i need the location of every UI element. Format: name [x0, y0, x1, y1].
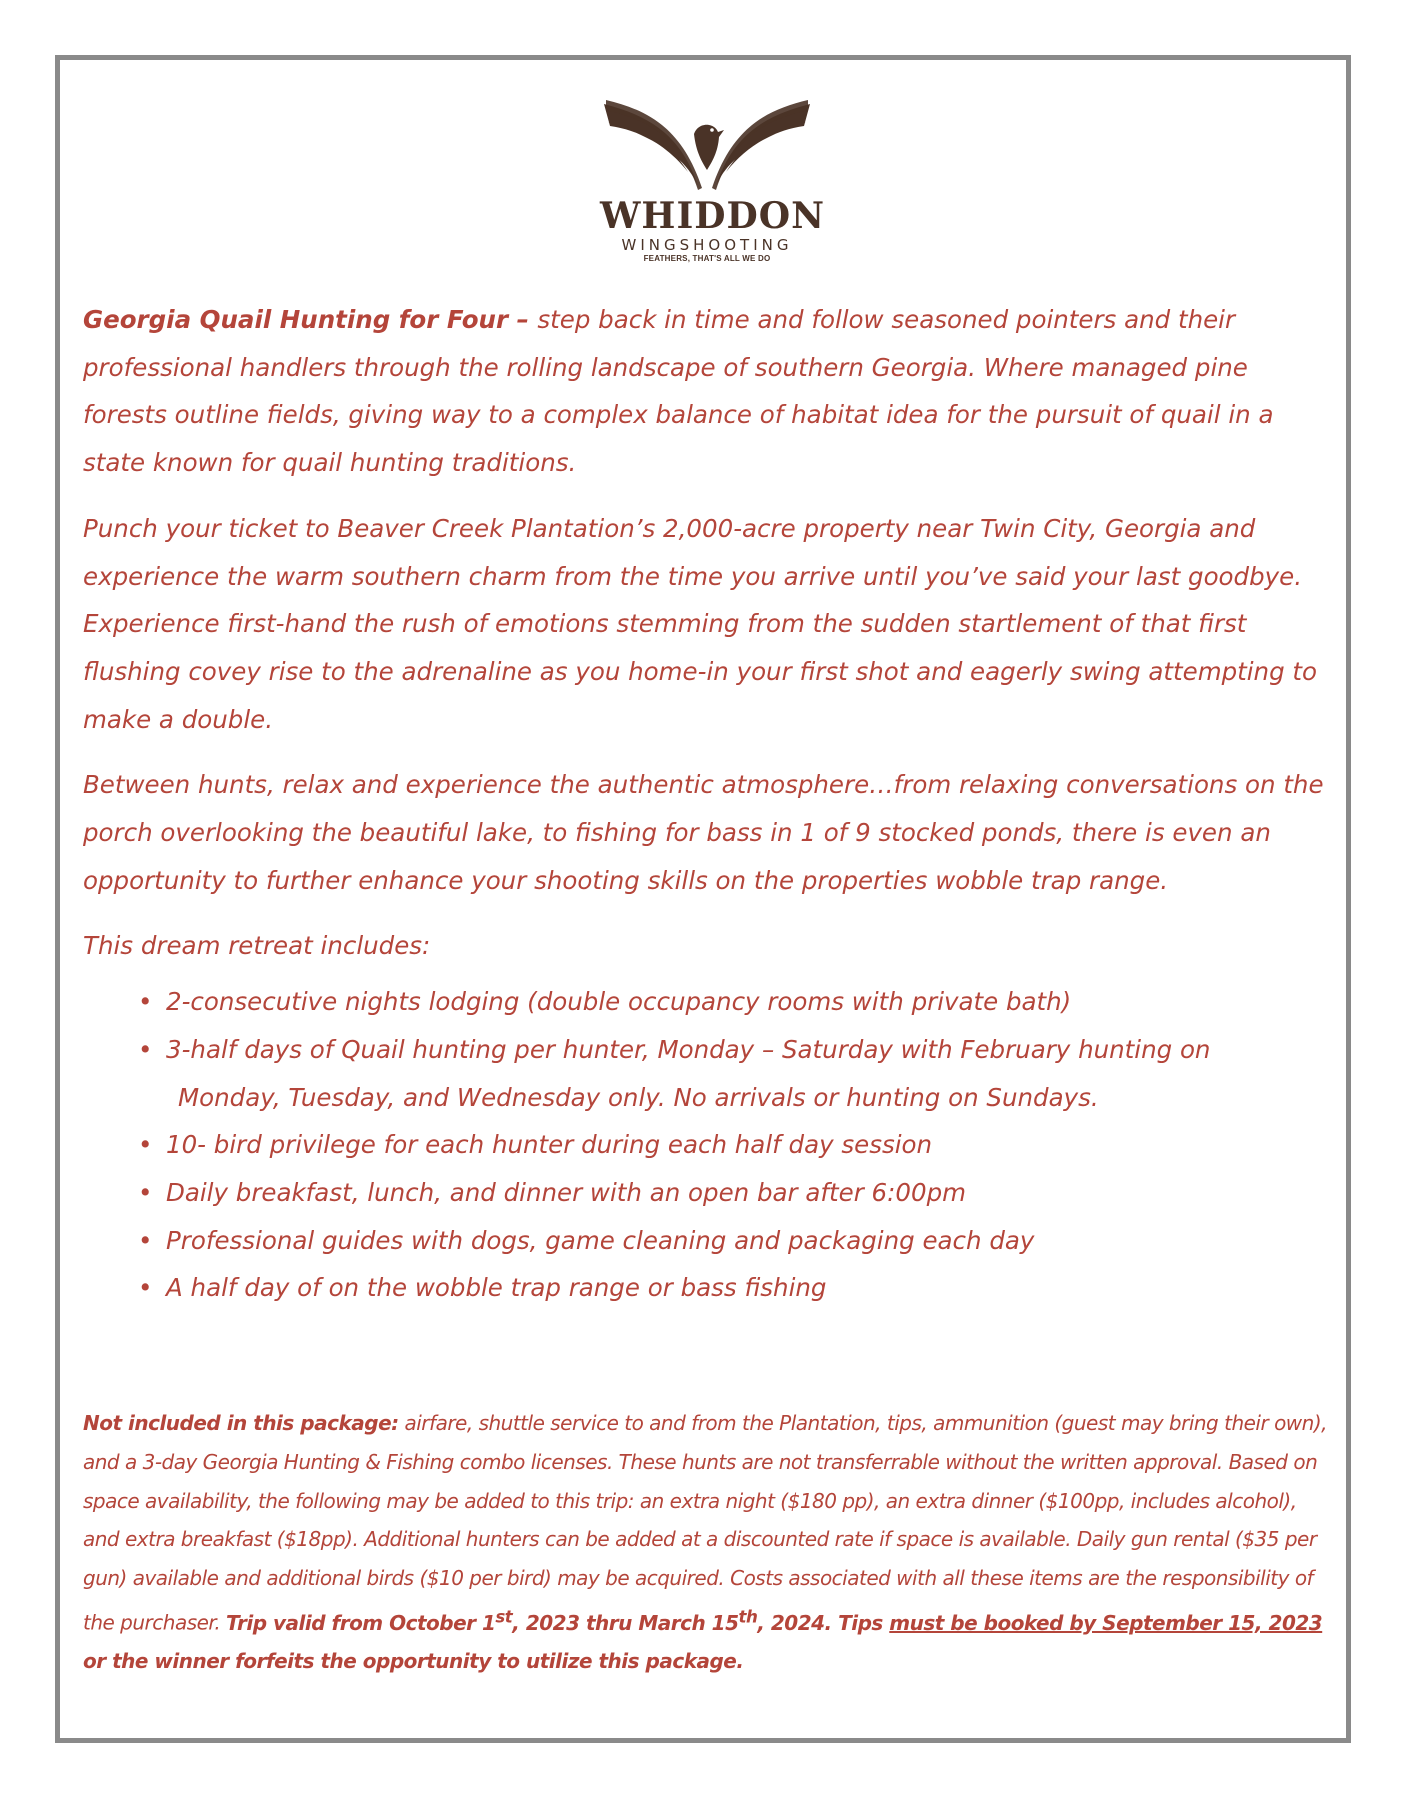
- includes-heading: This dream retreat includes:: [83, 931, 431, 961]
- plantation-paragraph: Punch your ticket to Beaver Creek Plantation’s 2,000-acre property near Twin City, Georgia and experience the warm southern charm from the time you arrive until you’ve said your last goodbye. Experience first-hand the rush of emotions stemming from the sudden startlement of that first flushing covey rise to the adrenaline as you home-in your first shot and eagerly swing attempting to make a double.: [83, 513, 1318, 734]
- fine-print-text: airfare, shuttle service to and from the Plantation, tips, ammunition (guest may bring their own), and a 3-day Georgia Hunting & Fishing combo licenses. These hunts are not transferrable without the written approval. Based on space availability, the following may be added to this trip: an extra night ($180 pp), an extra dinner ($100pp, includes alcohol), and extra breakfast ($18pp). Additional hunters can be added at a discounted rate if space is available. Daily gun rental ($35 per gun) available and additional birds ($10 per bird) may be acquired. Costs associated with all these items are the responsibility of the purchaser.: [83, 1411, 1328, 1635]
- includes-list: [83, 978, 1333, 1312]
- amenities-paragraph: Between hunts, relax and experience the authentic atmosphere…from relaxing conversations on the porch overlooking the beautiful lake, to fishing for bass in 1 of 9 stocked ponds, there is even an opportunity to further enhance your shooting skills on the properties wobble trap range.: [83, 770, 1324, 895]
- brand-name: WHIDDON: [600, 195, 825, 237]
- brand-tagline: FEATHERS, THAT'S ALL WE DO: [643, 254, 771, 263]
- list-item: • Professional guides with dogs, game cleaning and packaging each day: [138, 1217, 1333, 1265]
- intro-paragraph: [83, 296, 1333, 487]
- intro-dash: –: [508, 305, 538, 334]
- list-item: • 10- bird privilege for each hunter during each half day session: [138, 1121, 1333, 1169]
- list-item-continuation: Monday, Tuesday, and Wednesday only. No arrivals or hunting on Sundays.: [178, 1082, 1099, 1112]
- list-item: • Daily breakfast, lunch, and dinner with an open bar after 6:00pm: [138, 1169, 1333, 1217]
- list-item: • 3-half days of Quail hunting per hunter, Monday – Saturday with February hunting on Monday, Tuesday, and Wednesday only. No arrivals or hunting on Sundays.: [138, 1026, 1333, 1121]
- brand-logo: [600, 100, 825, 275]
- intro-text: step back in time and follow seasoned pointers and their professional handlers through the rolling landscape of southern Georgia. Where managed pine forests outline fields, giving way to a complex balance of habitat idea for the pursuit of quail in a state known for quail hunting traditions.: [83, 305, 1274, 478]
- fine-print-label: Not included in this package:: [83, 1411, 399, 1435]
- list-item: • 2-consecutive nights lodging (double occupancy rooms with private bath): [138, 978, 1333, 1026]
- validity-dates: Trip valid from October 1st, 2023 thru March 15th, 2024. Tips must be booked by September 15, 2023 or the winner forfeits the opportunity to utilize this package.: [83, 1606, 1323, 1674]
- intro-title: Georgia Quail Hunting for Four: [83, 305, 509, 334]
- winged-bird-icon: [602, 100, 812, 192]
- brand-subtitle: WINGSHOOTING: [621, 236, 793, 254]
- booking-deadline: must be booked by September 15, 2023: [889, 1610, 1323, 1635]
- main-content: [83, 296, 1333, 1312]
- fine-print: [83, 1404, 1333, 1681]
- list-item: • A half day of on the wobble trap range or bass fishing: [138, 1264, 1333, 1312]
